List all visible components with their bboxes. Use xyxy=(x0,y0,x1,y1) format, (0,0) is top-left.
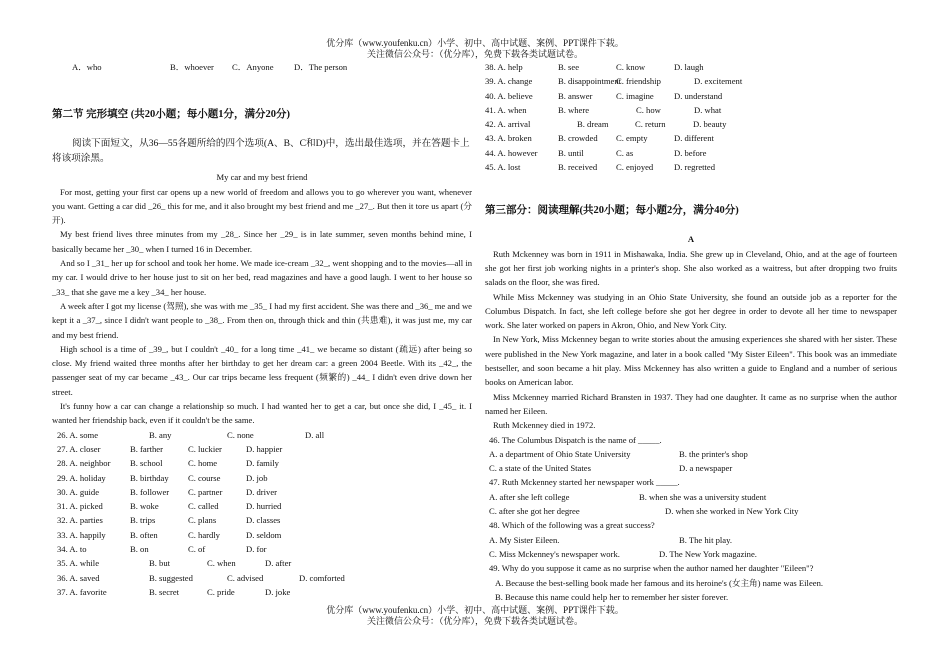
option: B. the printer's shop xyxy=(679,448,748,459)
option: B. woke xyxy=(130,501,159,512)
option-row xyxy=(57,513,472,527)
option: 30. A. guide xyxy=(57,486,100,497)
option: C. Miss Mckenney's newspaper work. xyxy=(489,548,620,559)
option-row xyxy=(485,131,897,145)
option: 33. A. happily xyxy=(57,529,106,540)
option: A. after she left college xyxy=(489,491,570,502)
option: C. empty xyxy=(616,133,648,144)
reading-passage xyxy=(485,247,897,433)
option: 42. A. arrival xyxy=(485,119,531,130)
option: 44. A. however xyxy=(485,147,538,158)
option: C. return xyxy=(635,119,666,130)
option-row xyxy=(57,442,472,456)
option: D. joke xyxy=(265,586,291,597)
option: D. for xyxy=(246,544,267,555)
option: D. seldom xyxy=(246,529,282,540)
q25-options xyxy=(72,60,472,74)
option-row xyxy=(489,490,897,504)
option: D. family xyxy=(246,458,279,469)
option: C. plans xyxy=(188,515,217,526)
footer-line-2: 关注微信公众号：（优分库），免费下载各类试题试卷。 xyxy=(366,616,583,626)
option: D. different xyxy=(674,133,714,144)
option-row xyxy=(489,533,897,547)
option-row xyxy=(57,428,472,442)
option: C. course xyxy=(188,472,221,483)
paragraph: In New York, Miss Mckenney began to write stories about the amusing experiences she shared with her sister. These were published in the New York magazine, and later in a book called "My Sister Eileen". This book was an immediate bestseller, and soon became a hit play. Miss Mckenney has also written a guide to England and a number of serious books on American labor. xyxy=(485,334,897,388)
option-row xyxy=(57,556,472,570)
question-stem: 46. The Columbus Dispatch is the name of _____. xyxy=(489,434,662,445)
option-row xyxy=(485,146,897,160)
left-column xyxy=(52,60,472,599)
section-2-title: 第二节 完形填空 (共20小题；每小题1分，满分20分) xyxy=(52,109,290,121)
option: B．whoever xyxy=(170,62,214,72)
option-row xyxy=(489,447,897,461)
option-row xyxy=(489,547,897,561)
paragraph: High school is a time of _39_, but I couldn't _40_ for a long time _41_ we became so distant (疏远) after being so close. My friend waited three months after her birthday to get her dream car: a green 2004 Beetle. With its _42_, the passenger seat of my car became _43_. Our car trips became less frequent (频繁的) _44_ I didn't even drive down her street. xyxy=(52,343,472,397)
option: D. The New York magazine. xyxy=(659,548,757,559)
option-row xyxy=(57,456,472,470)
instructions: 阅读下面短文，从36—55各题所给的四个选项(A、B、C和D)中，选出最佳选项，并在答题卡上将该项涂黑。 xyxy=(52,138,470,165)
option: B. often xyxy=(130,529,158,540)
option: B. secret xyxy=(149,586,180,597)
option-row xyxy=(485,160,897,174)
option: B. The hit play. xyxy=(679,534,732,545)
option: D. what xyxy=(694,104,722,115)
header-line-2: 关注微信公众号：（优分库），免费下载各类试题试卷。 xyxy=(366,49,583,59)
option: 38. A. help xyxy=(485,62,523,72)
question-stem: 49. Why do you suppose it came as no surprise when the author named her daughter "Eileen"? xyxy=(489,563,814,574)
option: C. know xyxy=(616,62,646,72)
reading-questions xyxy=(489,433,897,605)
paragraph: Miss Mckenney married Richard Bransten in 1937. They had one daughter. It came as no surprise when the author named her Eileen. xyxy=(485,391,897,416)
paragraph: Ruth Mckenney died in 1972. xyxy=(493,420,596,431)
option-row xyxy=(57,471,472,485)
option: B. answer xyxy=(558,90,593,101)
option: B. dream xyxy=(577,119,609,130)
option: D. before xyxy=(674,147,707,158)
option: D. all xyxy=(305,429,325,440)
option: 36. A. saved xyxy=(57,572,100,583)
option: B. birthday xyxy=(130,472,169,483)
option: 28. A. neighbor xyxy=(57,458,111,469)
option: 26. A. some xyxy=(57,429,99,440)
option: C. home xyxy=(188,458,218,469)
option: 27. A. closer xyxy=(57,443,101,454)
option: C．Anyone xyxy=(232,62,274,72)
option: B. suggested xyxy=(149,572,193,583)
passage-title: My car and my best friend xyxy=(216,172,308,183)
passage-label: A xyxy=(687,234,695,245)
option: D. laugh xyxy=(674,62,704,72)
option: B. crowded xyxy=(558,133,598,144)
option: 31. A. picked xyxy=(57,501,103,512)
option: B. any xyxy=(149,429,172,440)
option: B. on xyxy=(130,544,149,555)
footer-line-1: 优分库（www.youfenku.cn）小学、初中、高中试题、案例、PPT课件下载。 xyxy=(326,605,624,615)
option: 43. A. broken xyxy=(485,133,532,144)
option: B. farther xyxy=(130,443,163,454)
option: B. disappointment xyxy=(558,76,622,87)
option-row xyxy=(57,571,472,585)
page-header xyxy=(0,38,950,60)
paragraph: A week after I got my license (驾照), she was with me _35_ I had my first accident. She was there and _36_ me and we kept it a _37_, since I didn't want people to _38_. From then on, through thick and thin (共患难), it was just me, my car and my best friend. xyxy=(52,300,472,340)
option: C. friendship xyxy=(616,76,661,87)
option: D. driver xyxy=(246,486,278,497)
option: B. when she was a university student xyxy=(639,491,767,502)
option: B. school xyxy=(130,458,163,469)
option: 41. A. when xyxy=(485,104,527,115)
question-stem: 47. Ruth Mckenney started her newspaper work _____. xyxy=(489,477,680,488)
option: B. where xyxy=(558,104,590,115)
right-column xyxy=(485,60,897,604)
option-row xyxy=(485,117,897,131)
header-line-1: 优分库（www.youfenku.cn）小学、初中、高中试题、案例、PPT课件下载。 xyxy=(326,38,624,48)
option: 32. A. parties xyxy=(57,515,103,526)
option: B. Because this name could help her to remember her sister forever. xyxy=(495,591,729,602)
question-stem: 48. Which of the following was a great success? xyxy=(489,520,655,531)
option: 45. A. lost xyxy=(485,162,521,173)
option: B. until xyxy=(558,147,584,158)
option: C. hardly xyxy=(188,529,220,540)
option: D. beauty xyxy=(693,119,727,130)
option: D. classes xyxy=(246,515,281,526)
paragraph: And so I _31_ her up for school and took her home. We made ice-cream _32_, went shopping and to the movies—all in my car. I would drive to her house just to sit on her bed, read magazines and have a good laugh. I went to her house so _33_ that she gave me a key _34_ her house. xyxy=(52,258,472,297)
paragraph: My best friend lives three minutes from my _28_. Since her _29_ is in late summer, seven months behind mine, I basically became her _30_ when I turned 16 in December. xyxy=(52,229,472,254)
option: C. enjoyed xyxy=(616,162,654,173)
option: 40. A. believe xyxy=(485,90,533,101)
option-row xyxy=(485,89,897,103)
option: C. of xyxy=(188,544,206,555)
option-row xyxy=(57,585,472,599)
option: A. My Sister Eileen. xyxy=(489,534,560,545)
option: B. trips xyxy=(130,515,156,526)
option: 37. A. favorite xyxy=(57,586,107,597)
page-footer xyxy=(0,605,950,627)
option: B. received xyxy=(558,162,598,173)
option: C. none xyxy=(227,429,254,440)
cloze-options xyxy=(57,428,472,600)
cloze-passage xyxy=(52,185,472,428)
paragraph: Ruth Mckenney was born in 1911 in Mishawaka, India. She grew up in Cleveland, Ohio, and at the age of fourteen she got her first job working nights in a printer's shop. She also worked as a waitress, but after dropping two fruits salads on the floor, she was fired. xyxy=(485,248,897,288)
option: D. job xyxy=(246,472,268,483)
option: 35. A. while xyxy=(57,558,100,569)
option: D．The person xyxy=(294,62,348,72)
option: 39. A. change xyxy=(485,76,533,87)
option: C. advised xyxy=(227,572,264,583)
option: C. how xyxy=(636,104,661,115)
option-row xyxy=(57,499,472,513)
option-row xyxy=(485,60,897,74)
option-row xyxy=(57,542,472,556)
option: C. luckier xyxy=(188,443,222,454)
option: B. follower xyxy=(130,486,170,497)
cloze-options-continued xyxy=(485,60,897,174)
option: C. a state of the United States xyxy=(489,463,591,474)
option: B. but xyxy=(149,558,171,569)
option: D. understand xyxy=(674,90,723,101)
option-row xyxy=(485,103,897,117)
option: C. imagine xyxy=(616,90,654,101)
option-row xyxy=(57,528,472,542)
option: A．who xyxy=(72,62,102,72)
option: D. hurried xyxy=(246,501,282,512)
option: D. after xyxy=(265,558,292,569)
option: D. regretted xyxy=(674,162,716,173)
option: 34. A. to xyxy=(57,544,87,555)
option: D. excitement xyxy=(694,76,743,87)
paragraph: For most, getting your first car opens up a new world of freedom and allows you to go wherever you want, whenever you want. Getting a car did _26_ this for me, and it also brought my best friend and me _27_. But then it tore us apart (分开). xyxy=(52,186,472,226)
option: C. called xyxy=(188,501,219,512)
option: D. comforted xyxy=(299,572,345,583)
option: D. happier xyxy=(246,443,283,454)
option-row xyxy=(489,504,897,518)
option: C. as xyxy=(616,147,634,158)
option-row xyxy=(57,485,472,499)
option: A. Because the best-selling book made her famous and its heroine's (女主角) name was Eileen. xyxy=(495,577,824,588)
option: D. when she worked in New York City xyxy=(665,506,799,517)
option: B. see xyxy=(558,62,580,72)
paragraph: It's funny how a car can change a relationship so much. I had wanted her to get a car, but once she did, I _45_ it. I wanted her friendship back, even if it couldn't be the same. xyxy=(52,401,472,426)
option: 29. A. holiday xyxy=(57,472,106,483)
option-row xyxy=(485,74,897,88)
section-3-title: 第三部分：阅读理解(共20小题；每小题2分，满分40分) xyxy=(485,205,739,217)
option: C. when xyxy=(207,558,236,569)
option: D. a newspaper xyxy=(679,463,733,474)
option: A. a department of Ohio State University xyxy=(489,448,631,459)
option: C. after she got her degree xyxy=(489,506,580,517)
paragraph: While Miss Mckenney was studying in an Ohio State University, she found an outside job as a reporter for the Columbus Dispatch. In fact, she left college before she got her degree in order to devote all her time to newspaper work. She later worked on papers in Akron, Ohio, and New York City. xyxy=(485,291,897,331)
option-row xyxy=(489,461,897,475)
option: C. pride xyxy=(207,586,235,597)
option: C. partner xyxy=(188,486,223,497)
